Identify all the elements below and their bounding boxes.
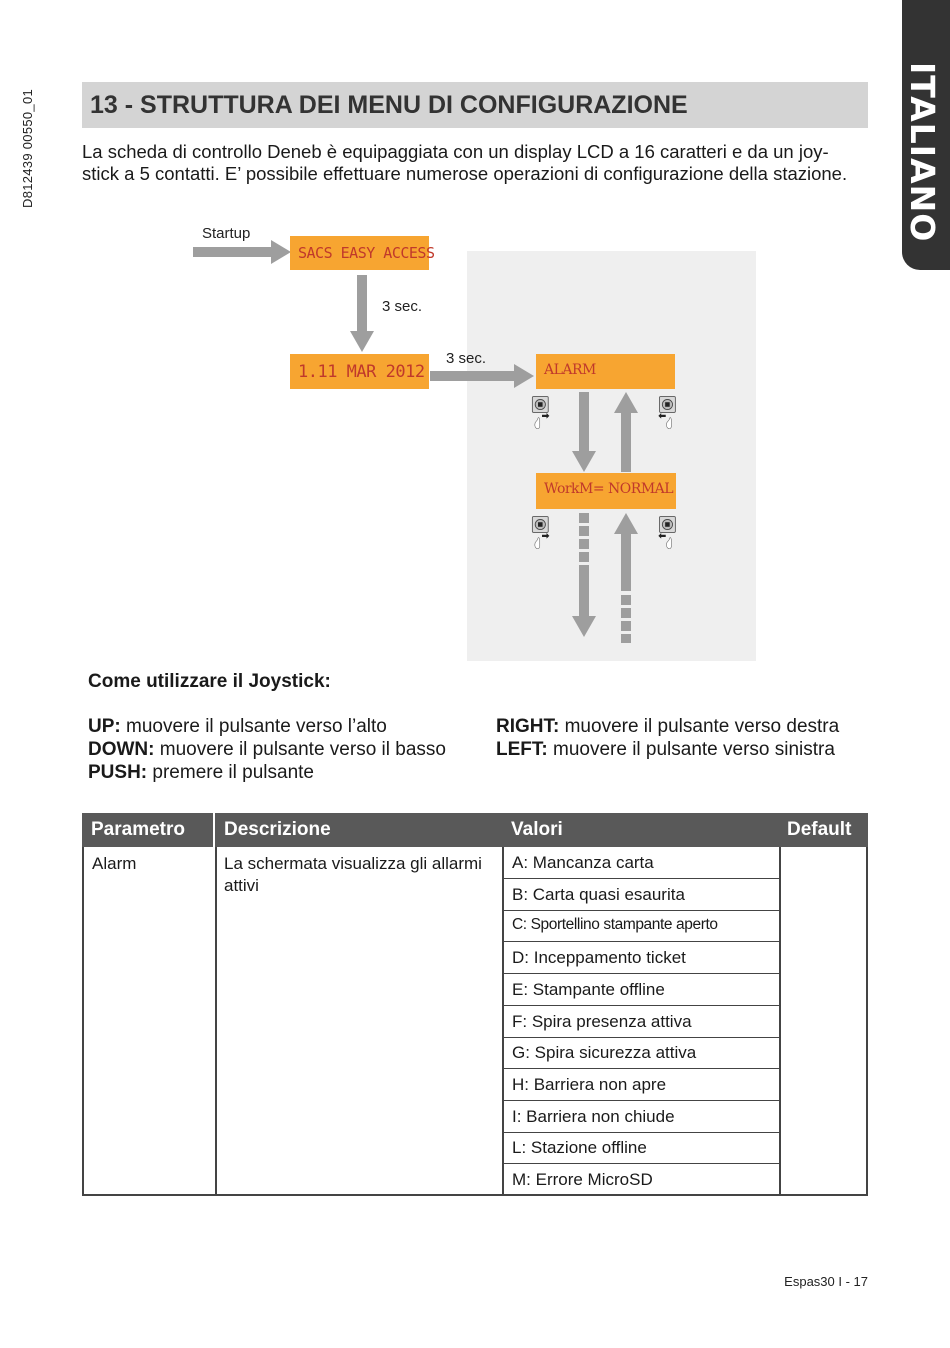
delay-label-2: 3 sec. (446, 350, 487, 367)
page-footer: Espas30 I - 17 (784, 1274, 868, 1289)
joystick-right-key: RIGHT: (496, 716, 560, 737)
joystick-right-icon (526, 516, 558, 550)
language-tab-label-wrap (902, 0, 950, 270)
up-arrow-icon (614, 392, 638, 472)
menu-diagram (190, 220, 770, 665)
value-row: M: Errore MicroSD (503, 1164, 780, 1196)
value-row: C: Sportellino stampante aperto (503, 910, 780, 942)
cell-parametro: Alarm (92, 854, 137, 873)
joystick-left (496, 739, 835, 761)
lcd-startup: SACS EASY ACCESS (290, 236, 429, 270)
joystick-push-text: premere il pulsante (147, 762, 314, 783)
value-row: G: Spira sicurezza attiva (503, 1037, 780, 1069)
startup-label: Startup (202, 225, 251, 242)
joystick-down-key: DOWN: (88, 739, 155, 760)
value-row: L: Stazione offline (503, 1132, 780, 1164)
delay-label-1: 3 sec. (382, 298, 423, 315)
intro-paragraph (82, 141, 882, 185)
right-arrow-icon (430, 364, 534, 388)
header-default: Default (787, 819, 852, 840)
joystick-title: Come utilizzare il Joystick: (88, 671, 331, 692)
header-valori: Valori (511, 819, 563, 840)
cell-descrizione-1: La schermata visualizza gli allarmi (224, 854, 482, 873)
language-tab-label: ITALIANO (903, 62, 942, 243)
document-code: D812439 00550_01 (20, 88, 35, 208)
value-row: I: Barriera non chiude (503, 1101, 780, 1133)
startup-arrow-icon (193, 240, 291, 264)
table-body (82, 847, 868, 1196)
joystick-down (88, 739, 446, 761)
cell-descrizione-2: attivi (224, 876, 259, 895)
joystick-down-text: muovere il pulsante verso il basso (154, 739, 446, 760)
section-title: 13 - STRUTTURA DEI MENU DI CONFIGURAZIONE (82, 82, 868, 128)
joystick-push (88, 762, 314, 784)
joystick-right-icon (526, 396, 558, 430)
intro-line-1: La scheda di controllo Deneb è equipaggiata con un display LCD a 16 caratteri e da un joy- (82, 141, 829, 162)
value-row: D: Inceppamento ticket (503, 942, 780, 974)
header-descrizione: Descrizione (224, 819, 331, 840)
joystick-right-text: muovere il pulsante verso destra (559, 716, 840, 737)
joystick-up-text: muovere il pulsante verso l’alto (120, 716, 387, 737)
down-arrow-icon (572, 392, 596, 472)
lcd-workmode: WorkM= NORMAL (536, 473, 676, 509)
value-row: B: Carta quasi esaurita (503, 879, 780, 911)
joystick-left-key: LEFT: (496, 739, 548, 760)
lcd-date: 1.11 MAR 2012 (290, 354, 429, 389)
down-arrow-icon (350, 275, 374, 352)
up-continuation-arrow-icon (614, 513, 638, 643)
joystick-up (88, 716, 387, 738)
joystick-up-key: UP: (88, 716, 121, 737)
table-header (82, 813, 868, 847)
joystick-left-icon (652, 516, 684, 550)
lcd-alarm: ALARM (536, 354, 675, 389)
menu-panel-background (467, 251, 756, 661)
down-continuation-arrow-icon (572, 513, 596, 637)
joystick-right (496, 716, 839, 738)
joystick-push-key: PUSH: (88, 762, 148, 783)
value-row: A: Mancanza carta (503, 847, 780, 879)
value-row: H: Barriera non apre (503, 1069, 780, 1101)
value-row: F: Spira presenza attiva (503, 1006, 780, 1038)
header-parametro: Parametro (91, 819, 185, 840)
intro-line-2: stick a 5 contatti. E’ possibile effettuare numerose operazioni di configurazione della stazione. (82, 163, 848, 184)
joystick-left-icon (652, 396, 684, 430)
joystick-left-text: muovere il pulsante verso sinistra (547, 739, 835, 760)
value-row: E: Stampante offline (503, 974, 780, 1006)
